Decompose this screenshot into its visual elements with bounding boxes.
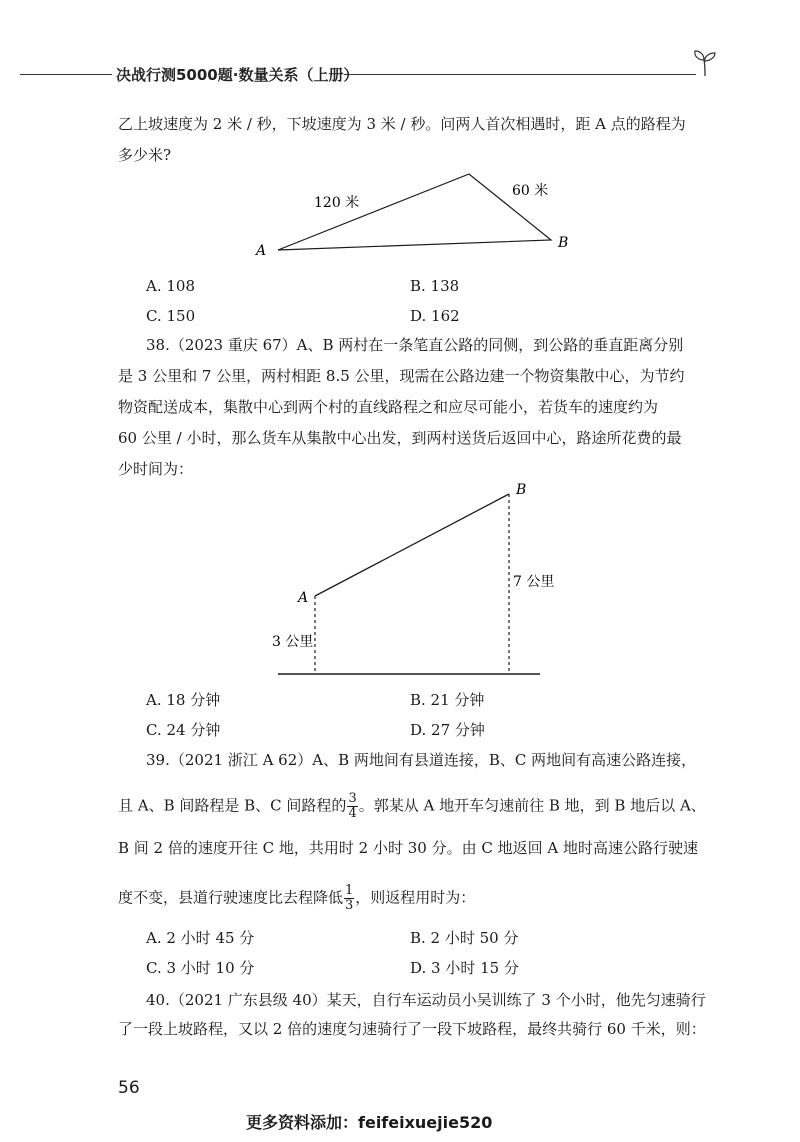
q37-label-side-right: 60 米 bbox=[512, 183, 549, 199]
q39-line-3: B 间 2 倍的速度开往 C 地，共用时 2 小时 30 分。由 C 地返回 A 地时高速公路行驶速 bbox=[118, 839, 698, 857]
q40-line-1: 40.（2021 广东县级 40）某天，自行车运动员小吴训练了 3 个小时，他先匀速骑行 bbox=[146, 991, 706, 1009]
q37-option-a: A. 108 bbox=[146, 277, 195, 295]
page-header bbox=[0, 62, 800, 86]
q37-figure bbox=[240, 165, 580, 265]
q38-point-a: A bbox=[298, 590, 309, 606]
q39-option-d: D. 3 小时 15 分 bbox=[410, 959, 519, 977]
q38-line-2: 是 3 公里和 7 公里，两村相距 8.5 公里，现需在公路边建一个物资集散中心，为节约 bbox=[118, 367, 685, 385]
header-rule-left bbox=[20, 74, 112, 75]
q37-point-a: A bbox=[256, 243, 267, 259]
q38-point-b: B bbox=[516, 482, 527, 498]
q39-line-2-after: 。郭某从 A 地开车匀速前往 B 地，到 B 地后以 A、 bbox=[358, 796, 706, 815]
q37-line-1: 乙上坡速度为 2 米 / 秒，下坡速度为 3 米 / 秒。问两人首次相遇时，距 A 点的路程为 bbox=[118, 115, 686, 133]
q37-triangle bbox=[278, 174, 551, 250]
q39-line-4-before: 度不变，县道行驶速度比去程降低 bbox=[118, 888, 344, 907]
q37-line-2: 多少米? bbox=[118, 146, 172, 164]
q39-fraction-three-quarters bbox=[347, 792, 357, 821]
q39-option-b: B. 2 小时 50 分 bbox=[410, 929, 519, 947]
q37-point-b: B bbox=[558, 235, 569, 251]
sprout-icon bbox=[692, 48, 718, 78]
q39-frac1-numerator: 3 bbox=[348, 791, 357, 806]
q37-label-side-left: 120 米 bbox=[314, 195, 360, 211]
page-number: 56 bbox=[118, 1078, 140, 1098]
q39-frac1-denominator: 4 bbox=[348, 806, 357, 821]
q38-line-3: 物资配送成本，集散中心到两个村的直线路程之和应尽可能小，若货车的速度约为 bbox=[118, 398, 659, 416]
q38-figure bbox=[260, 478, 560, 688]
q39-frac2-denominator: 3 bbox=[345, 898, 354, 913]
q38-line-1: 38.（2023 重庆 67）A、B 两村在一条笔直公路的同侧，到公路的垂直距离分别 bbox=[146, 336, 684, 354]
header-title: 决战行测5000题·数量关系（上册） bbox=[116, 66, 359, 84]
q39-line-1: 39.（2021 浙江 A 62）A、B 两地间有县道连接，B、C 两地间有高速公路连接， bbox=[146, 751, 697, 769]
q39-fraction-one-third bbox=[344, 884, 354, 913]
q38-label-b-distance: 7 公里 bbox=[513, 574, 555, 590]
q38-option-a: A. 18 分钟 bbox=[146, 691, 221, 709]
q37-option-d: D. 162 bbox=[410, 307, 460, 325]
q38-line-5: 少时间为： bbox=[118, 460, 194, 478]
header-rule-right bbox=[344, 74, 696, 75]
q38-segment-ab bbox=[315, 494, 509, 596]
q38-option-c: C. 24 分钟 bbox=[146, 721, 221, 739]
q38-option-b: B. 21 分钟 bbox=[410, 691, 485, 709]
q39-frac2-numerator: 1 bbox=[345, 883, 354, 898]
q40-line-2: 了一段上坡路程，又以 2 倍的速度匀速骑行了一段下坡路程，最终共骑行 60 千米，则： bbox=[118, 1020, 706, 1038]
q39-line-2 bbox=[118, 792, 706, 821]
footer-note: 更多资料添加：feifeixuejie520 bbox=[246, 1113, 493, 1132]
q39-line-4 bbox=[118, 884, 475, 913]
q37-option-c: C. 150 bbox=[146, 307, 196, 325]
q38-option-d: D. 27 分钟 bbox=[410, 721, 485, 739]
q39-line-2-before: 且 A、B 间路程是 B、C 间路程的 bbox=[118, 796, 347, 815]
q38-label-a-distance: 3 公里 bbox=[272, 634, 314, 650]
q37-option-b: B. 138 bbox=[410, 277, 460, 295]
q39-line-4-after: ，则返程用时为： bbox=[355, 888, 476, 907]
q39-option-c: C. 3 小时 10 分 bbox=[146, 959, 255, 977]
q39-option-a: A. 2 小时 45 分 bbox=[146, 929, 255, 947]
q38-line-4: 60 公里 / 小时，那么货车从集散中心出发，到两村送货后返回中心，路途所花费的最 bbox=[118, 429, 682, 447]
